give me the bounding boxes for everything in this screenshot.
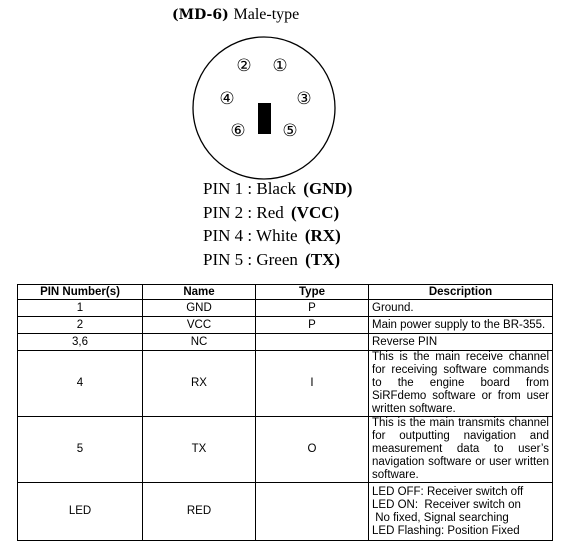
header-type: Type (256, 285, 369, 300)
pin-label-4: ④ (219, 89, 235, 109)
led-state-line: LED ON: Receiver switch on (372, 498, 521, 511)
connector-type: Male-type (233, 6, 300, 23)
cell-type: O (256, 417, 369, 483)
header-description: Description (369, 285, 553, 300)
legend-label: PIN 4 : White (203, 226, 298, 245)
pin-label-3: ③ (296, 89, 312, 109)
cell-name: GND (143, 300, 256, 317)
led-state-line: No fixed, Signal searching (372, 511, 509, 524)
header-name: Name (143, 285, 256, 300)
table-row (18, 417, 553, 483)
legend-label: PIN 1 : Black (203, 179, 297, 198)
cell-name: TX (143, 417, 256, 483)
led-state-line: LED Flashing: Position Fixed (372, 524, 520, 537)
led-state-line: LED OFF: Receiver switch off (372, 485, 524, 498)
cell-type: P (256, 300, 369, 317)
legend-row (203, 201, 352, 225)
cell-pin: 5 (18, 417, 143, 483)
cell-pin: 3,6 (18, 334, 143, 351)
cell-description: Ground. (369, 300, 553, 317)
cell-type (256, 334, 369, 351)
pin-legend (203, 177, 352, 271)
legend-signal: (RX) (304, 226, 341, 245)
table-header-row (18, 285, 553, 300)
connector-code: (MD-6) (172, 7, 229, 23)
pin-label-6: ⑥ (230, 121, 246, 141)
cell-name: RED (143, 483, 256, 541)
legend-label: PIN 5 : Green (203, 249, 298, 269)
pin-label-1: ① (272, 56, 288, 76)
cell-name: RX (143, 351, 256, 417)
cell-description: This is the main transmits channel for outputting navigation and measurement data to user’s navigation software or user written software. (369, 417, 553, 483)
legend-row (203, 177, 352, 201)
connector-diagram (0, 0, 571, 180)
legend-row (203, 248, 352, 272)
cell-pin: LED (18, 483, 143, 541)
cell-description: Reverse PIN (369, 334, 553, 351)
legend-row (203, 224, 352, 248)
cell-description: Main power supply to the BR-355. (369, 317, 553, 334)
cell-description: This is the main receive channel for receiving software commands to the engine board from SiRFdemo software or from user written software. (369, 351, 553, 417)
cell-pin: 2 (18, 317, 143, 334)
pin-label-2: ② (236, 56, 252, 76)
table-row (18, 351, 553, 417)
cell-type: P (256, 317, 369, 334)
header-pin-numbers: PIN Number(s) (18, 285, 143, 300)
pin-table (17, 284, 553, 541)
table-row (18, 317, 553, 334)
connector-key (258, 103, 271, 134)
legend-signal: (GND) (303, 179, 353, 198)
cell-pin: 1 (18, 300, 143, 317)
table-row (18, 300, 553, 317)
cell-type: I (256, 351, 369, 417)
cell-name: NC (143, 334, 256, 351)
legend-signal: (VCC) (291, 202, 340, 222)
cell-name: VCC (143, 317, 256, 334)
pin-label-5: ⑤ (282, 121, 298, 141)
legend-signal: (TX) (305, 249, 341, 269)
legend-label: PIN 2 : Red (203, 202, 284, 222)
table-row (18, 334, 553, 351)
cell-pin: 4 (18, 351, 143, 417)
